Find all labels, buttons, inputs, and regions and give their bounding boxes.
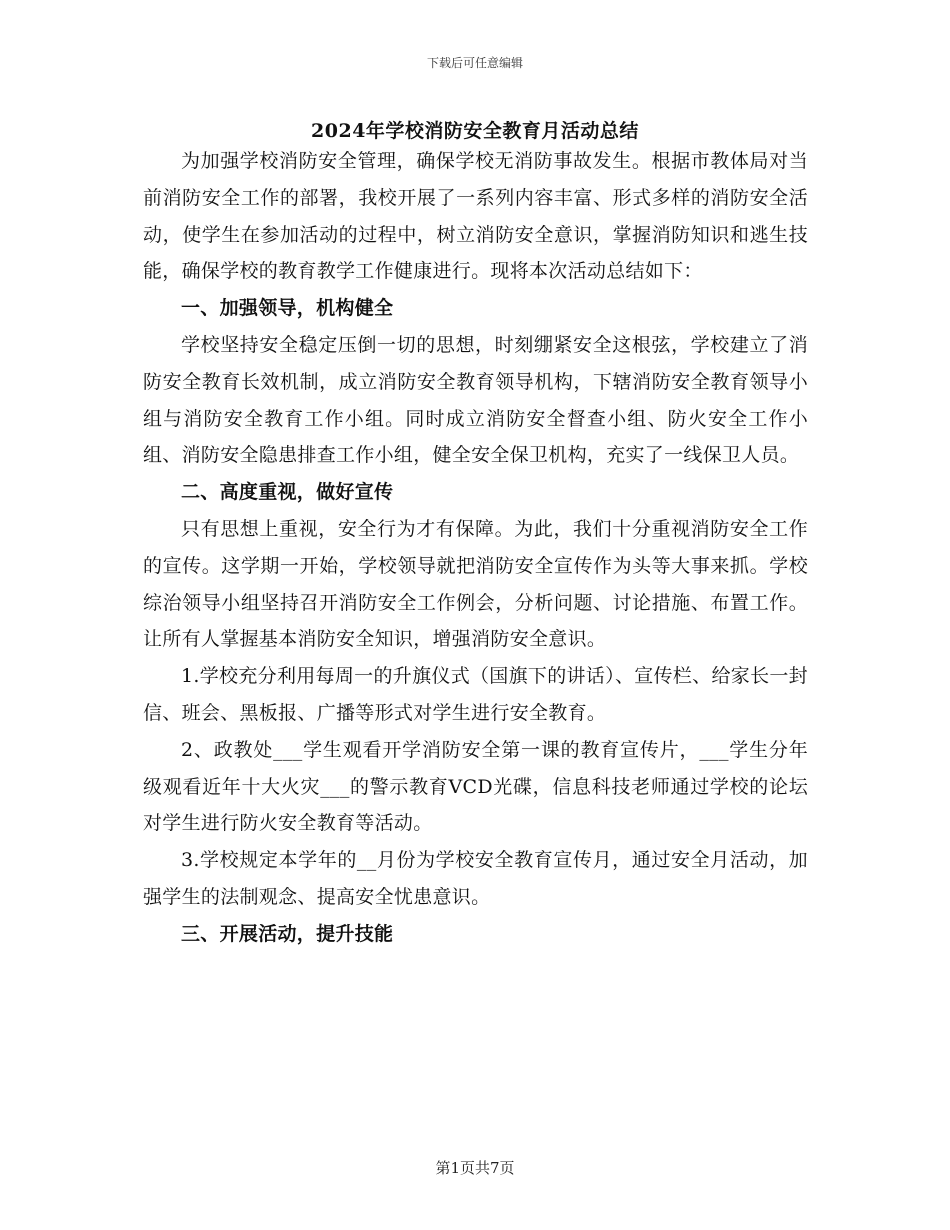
document-body — [143, 143, 808, 953]
list-item-3: 3.学校规定本学年的__月份为学校安全教育宣传月，通过安全月活动，加强学生的法制观念、提高安全忧患意识。 — [143, 849, 808, 908]
intro-paragraph: 为加强学校消防安全管理，确保学校无消防事故发生。根据市教体局对当前消防安全工作的部署，我校开展了一系列内容丰富、形式多样的消防安全活动，使学生在参加活动的过程中，树立消防安全意识，掌握消防知识和逃生技能，确保学校的教育教学工作健康进行。现将本次活动总结如下： — [143, 150, 808, 283]
document-title: 2024年学校消防安全教育月活动总结 — [311, 120, 639, 142]
section-heading-1: 一、加强领导，机构健全 — [181, 297, 394, 320]
header-note: 下载后可任意编辑 — [426, 56, 523, 70]
page-number: 第1页共7页 — [435, 1159, 515, 1177]
section-1-paragraph: 学校坚持安全稳定压倒一切的思想，时刻绷紧安全这根弦，学校建立了消防安全教育长效机制，成立消防安全教育领导机构，下辖消防安全教育领导小组与消防安全教育工作小组。同时成立消防安全督查小组、防火安全工作小组、消防安全隐患排查工作小组，健全安全保卫机构，充实了一线保卫人员。 — [143, 333, 808, 467]
section-heading-2: 二、高度重视，做好宣传 — [181, 481, 394, 504]
section-heading-3: 三、开展活动，提升技能 — [181, 922, 394, 945]
list-item-1: 1.学校充分利用每周一的升旗仪式（国旗下的讲话）、宣传栏、给家长一封信、班会、黑板报、广播等形式对学生进行安全教育。 — [143, 665, 808, 724]
section-2-paragraph: 只有思想上重视，安全行为才有保障。为此，我们十分重视消防安全工作的宣传。这学期一开始，学校领导就把消防安全宣传作为头等大事来抓。学校综治领导小组坚持召开消防安全工作例会，分析问题、讨论措施、布置工作。让所有人掌握基本消防安全知识，增强消防安全意识。 — [143, 517, 808, 651]
list-item-2: 2、政教处___学生观看开学消防安全第一课的教育宣传片，___学生分年级观看近年十大火灾___的警示教育VCD光碟，信息科技老师通过学校的论坛对学生进行防火安全教育等活动。 — [143, 738, 808, 835]
